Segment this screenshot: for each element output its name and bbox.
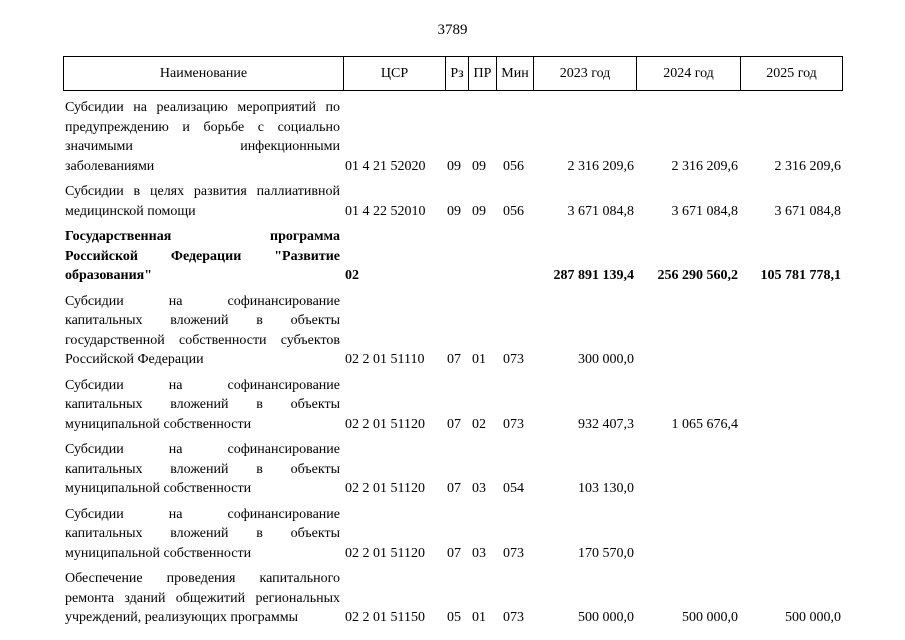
row-csr: 02 [345, 268, 359, 283]
row-name [65, 182, 340, 221]
row-y2024: 500 000,0 [682, 610, 738, 625]
table-row [0, 440, 905, 499]
row-name [65, 505, 340, 564]
row-name-line: образования" [65, 268, 153, 283]
table-row [0, 227, 905, 286]
row-min: 056 [503, 158, 524, 174]
row-name-line: медицинской помощи [65, 203, 196, 219]
table-row [0, 505, 905, 564]
header-pr: ПР [473, 65, 492, 81]
row-y2025: 3 671 084,8 [774, 203, 841, 219]
row-y2023: 300 000,0 [578, 352, 634, 367]
row-min: 073 [503, 352, 524, 367]
header-name: Наименование [159, 65, 248, 81]
page-number: 3789 [437, 22, 468, 38]
row-csr: 01 4 21 52020 [345, 158, 426, 174]
table-row [0, 98, 905, 176]
row-y2023: 932 407,3 [578, 416, 634, 432]
row-name-line: Государственная программа [65, 229, 340, 244]
row-pr: 03 [472, 545, 486, 561]
row-csr: 02 2 01 51120 [345, 481, 425, 496]
row-name-line: капитальных вложений в объекты [65, 397, 340, 412]
row-pr: 02 [472, 416, 486, 432]
table-body [0, 98, 905, 634]
row-min: 056 [503, 203, 524, 219]
row-y2023: 287 891 139,4 [553, 268, 634, 283]
row-name [65, 227, 340, 286]
table-row [0, 292, 905, 370]
row-y2025: 105 781 778,1 [760, 268, 841, 283]
table-row [0, 182, 905, 221]
row-min: 073 [503, 610, 524, 625]
row-pr: 01 [472, 610, 486, 625]
row-name-line: Субсидии на софинансирование [65, 506, 340, 522]
table-row [0, 376, 905, 435]
header-min: Мин [501, 65, 529, 81]
row-name-line: муниципальной собственности [65, 481, 252, 496]
row-name-line: учреждений, реализующих программы [65, 610, 298, 625]
row-pr: 09 [472, 203, 486, 219]
row-csr: 02 2 01 51120 [345, 545, 425, 561]
row-rz: 09 [447, 158, 461, 174]
row-name-line: Субсидии на софинансирование [65, 442, 340, 457]
row-name-line: Субсидии на софинансирование [65, 377, 340, 393]
row-name-line: Субсидии на софинансирование [65, 293, 340, 309]
row-min: 073 [503, 416, 524, 432]
row-name [65, 376, 340, 435]
row-rz: 07 [447, 416, 461, 432]
row-name-line: Субсидии на реализацию мероприятий по [65, 100, 340, 115]
row-pr: 01 [472, 352, 486, 367]
row-rz: 07 [447, 352, 461, 367]
row-y2023: 500 000,0 [578, 610, 634, 625]
row-pr: 09 [472, 158, 486, 174]
row-name-line: капитальных вложений в объекты [65, 313, 340, 328]
row-name-line: муниципальной собственности [65, 545, 252, 561]
row-csr: 02 2 01 51110 [345, 352, 425, 367]
row-pr: 03 [472, 481, 486, 496]
row-csr: 02 2 01 51150 [345, 610, 425, 625]
table-header [63, 56, 843, 91]
row-csr: 02 2 01 51120 [345, 416, 425, 432]
row-name-line: Субсидии в целях развития паллиативной [65, 184, 340, 199]
row-rz: 09 [447, 203, 461, 219]
row-name-line: капитальных вложений в объекты [65, 461, 340, 477]
row-rz: 07 [447, 545, 461, 561]
row-csr: 01 4 22 52010 [345, 203, 426, 219]
row-name [65, 440, 340, 499]
row-name-line: Российской Федерации "Развитие [65, 248, 340, 264]
table-row [0, 569, 905, 628]
header-2024: 2024 год [663, 65, 714, 81]
row-name-line: Российской Федерации [65, 352, 204, 367]
row-y2023: 170 570,0 [578, 545, 634, 561]
row-y2024: 1 065 676,4 [671, 416, 738, 432]
header-2025: 2025 год [766, 65, 817, 81]
row-name-line: предупреждению и борьбе с социально [65, 119, 340, 135]
row-name-line: заболеваниями [65, 158, 155, 174]
row-y2023: 103 130,0 [578, 481, 634, 496]
row-y2023: 3 671 084,8 [567, 203, 634, 219]
row-y2025: 500 000,0 [785, 610, 841, 625]
row-name-line: капитальных вложений в объекты [65, 526, 340, 541]
row-name [65, 292, 340, 370]
row-name [65, 569, 340, 628]
row-y2024: 3 671 084,8 [671, 203, 738, 219]
row-name-line: муниципальной собственности [65, 416, 252, 432]
row-name-line: значимыми инфекционными [65, 139, 340, 154]
row-name [65, 98, 340, 176]
row-y2025: 2 316 209,6 [774, 158, 841, 174]
row-name-line: ремонта зданий общежитий региональных [65, 590, 340, 606]
row-y2024: 256 290 560,2 [657, 268, 738, 283]
row-min: 054 [503, 481, 524, 496]
row-y2023: 2 316 209,6 [567, 158, 634, 174]
row-name-line: государственной собственности субъектов [65, 332, 340, 348]
header-2023: 2023 год [559, 65, 611, 81]
row-rz: 05 [447, 610, 461, 625]
row-name-line: Обеспечение проведения капитального [65, 571, 340, 586]
row-y2024: 2 316 209,6 [671, 158, 738, 174]
header-csr: ЦСР [380, 65, 409, 81]
row-rz: 07 [447, 481, 461, 496]
header-rz: Рз [450, 65, 464, 81]
row-min: 073 [503, 545, 524, 561]
